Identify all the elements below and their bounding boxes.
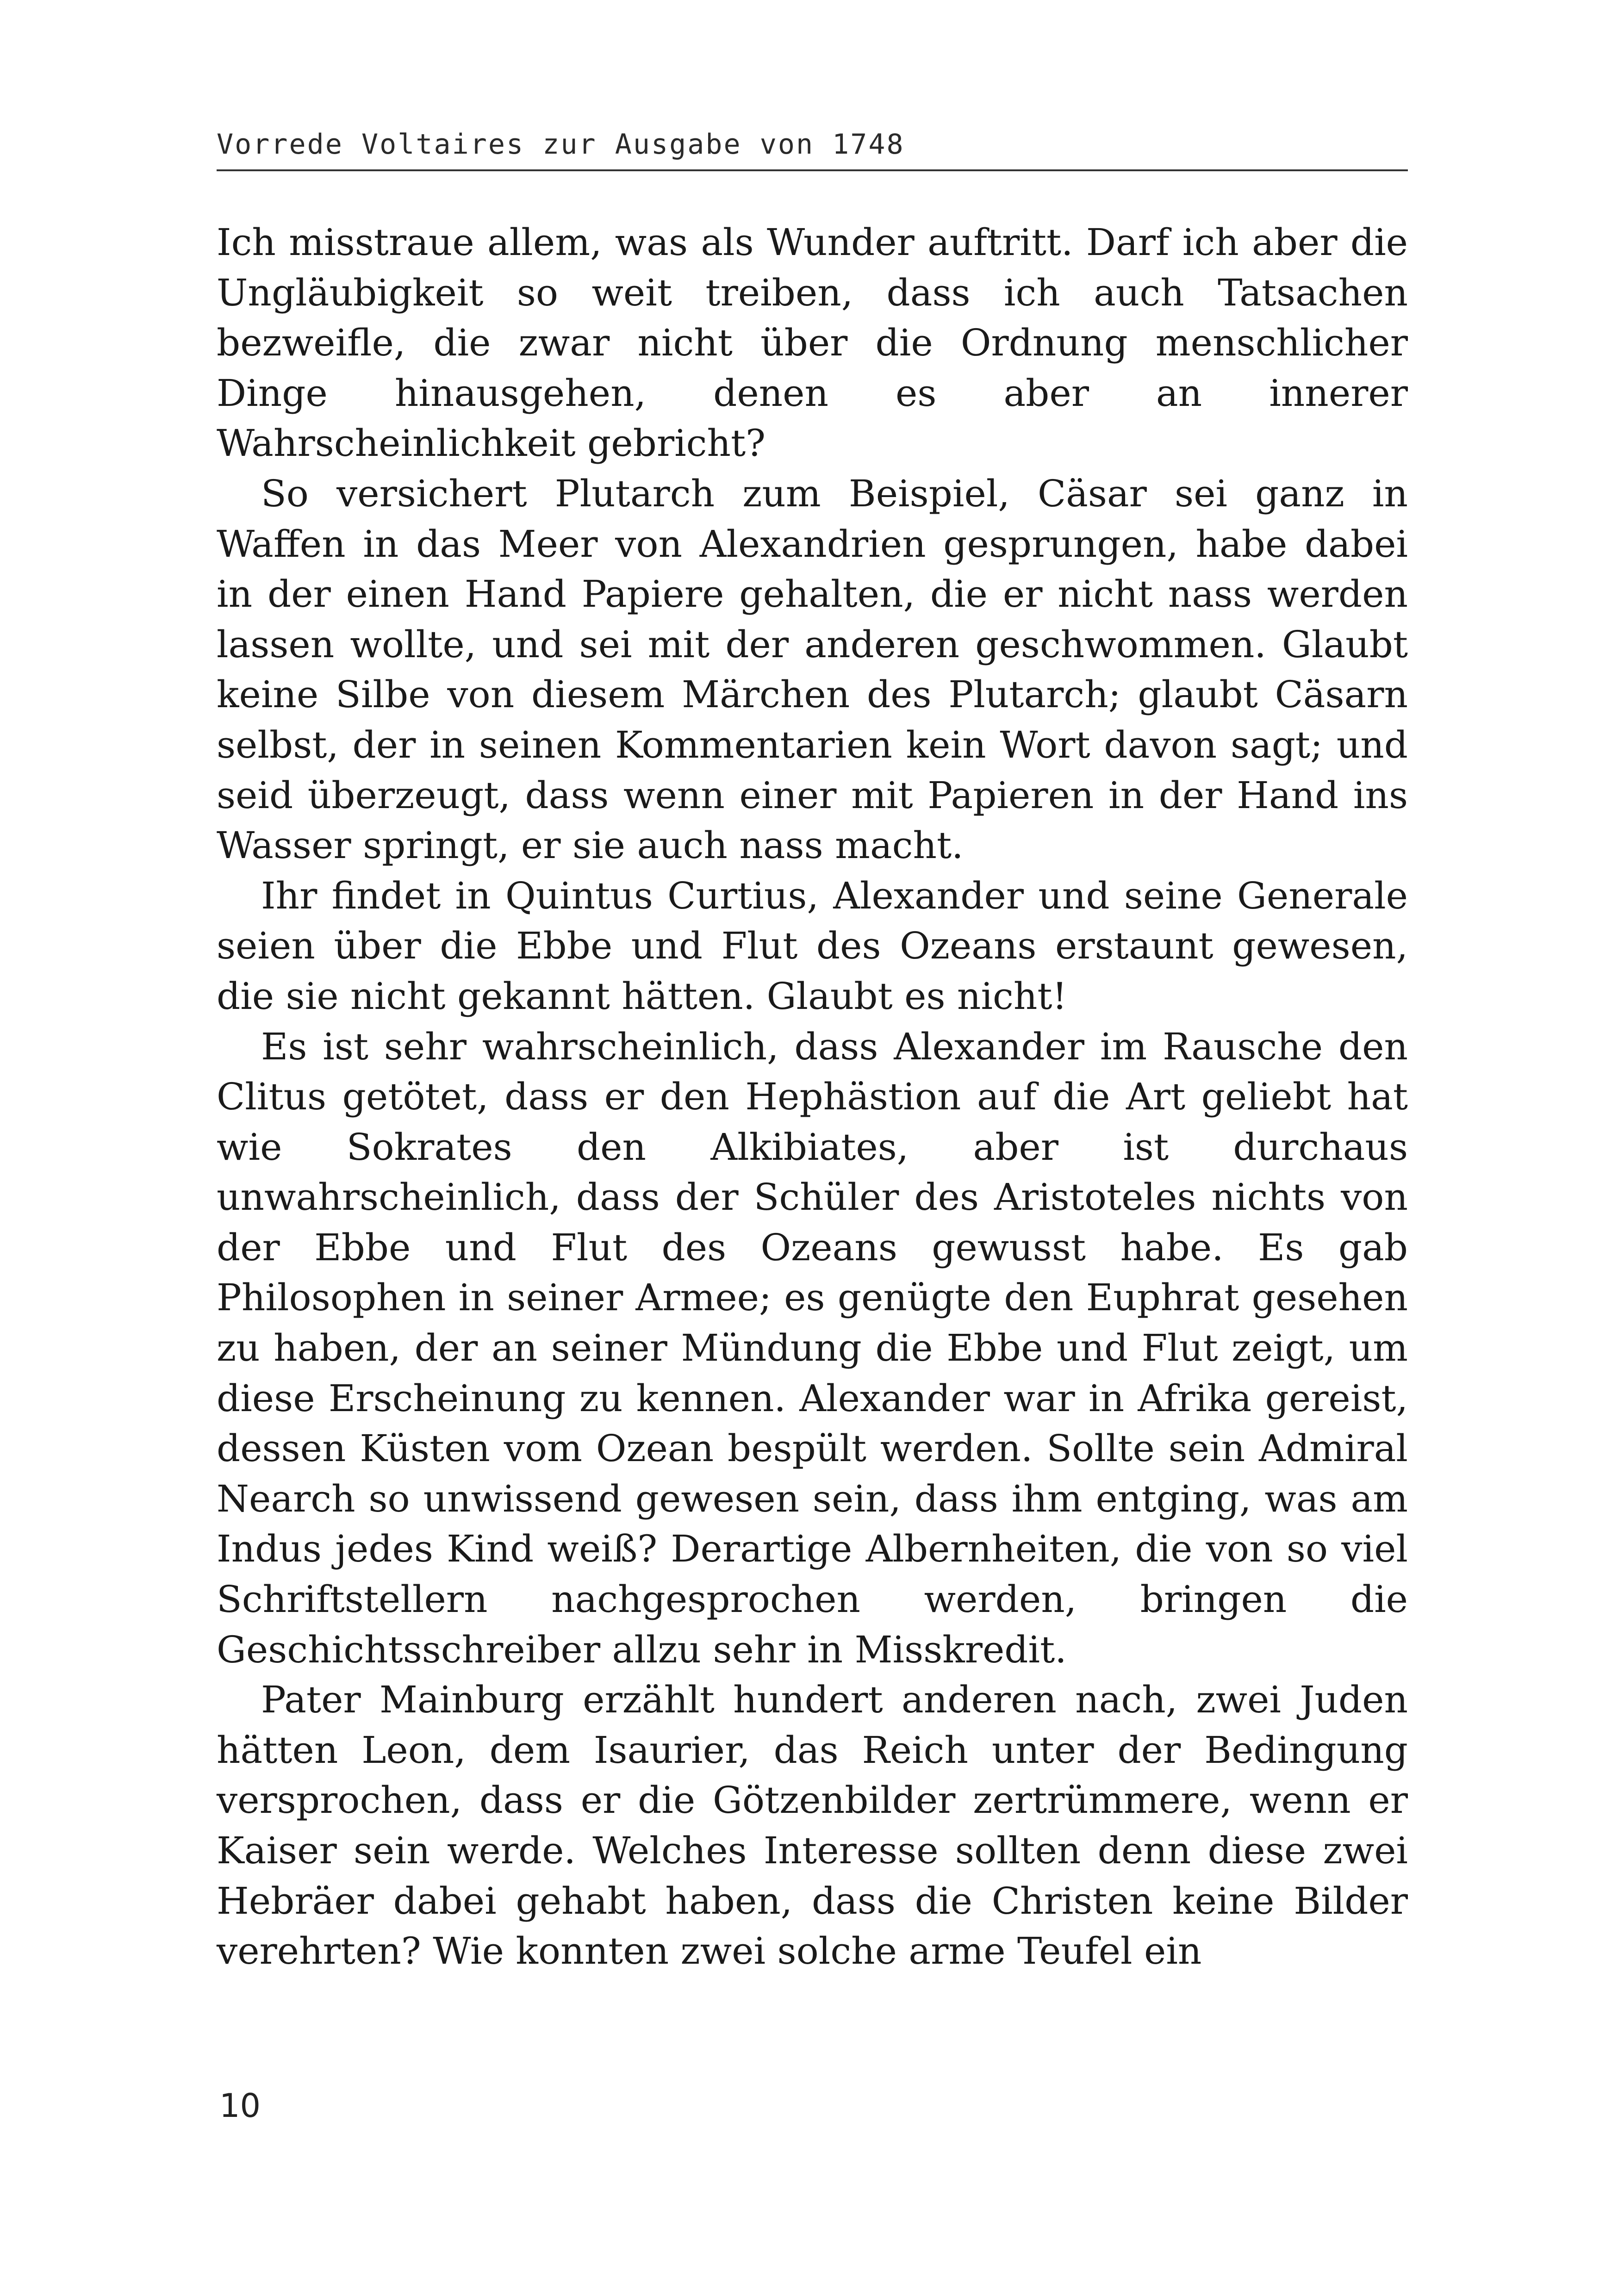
header-rule [217, 169, 1408, 171]
paragraph: Ich misstraue allem, was als Wunder auftritt. Darf ich aber die Ungläubigkeit so weit treiben, dass ich auch Tatsachen bezweifle, die zwar nicht über die Ordnung menschlicher Dinge hinausgehen, denen es aber an innerer Wahrscheinlichkeit gebricht? [217, 221, 1408, 465]
running-head: Vorrede Voltaires zur Ausgabe von 1748 [217, 128, 905, 161]
paragraph: So versichert Plutarch zum Beispiel, Cäsar sei ganz in Waffen in das Meer von Alexandrien gesprungen, habe dabei in der einen Hand Papiere gehalten, die er nicht nass werden lassen wollte, und sei mit der anderen geschwommen. Glaubt keine Silbe von diesem Märchen des Plutarch; glaubt Cäsarn selbst, der in seinen Kommentarien kein Wort davon sagt; und seid überzeugt, dass wenn einer mit Papieren in der Hand ins Wasser springt, er sie auch nass macht. [217, 472, 1408, 867]
paragraph-continued: Pater Mainburg erzählt hundert anderen nach, zwei Juden hätten Leon, dem Isaurier, das Reich unter der Bedingung versprochen, dass er die Götzenbilder zertrümmere, wenn er Kaiser sein werde. Welches Interesse sollten denn diese zwei Hebräer dabei gehabt haben, dass die Christen keine Bilder verehrten? Wie konnten zwei solche arme Teufel ein [217, 1678, 1408, 1973]
paragraph: Ihr findet in Quintus Curtius, Alexander und seine Generale seien über die Ebbe und Flut des Ozeans erstaunt gewesen, die sie nicht gekannt hätten. Glaubt es nicht! [217, 874, 1408, 1018]
paragraph: Es ist sehr wahrscheinlich, dass Alexander im Rausche den Clitus getötet, dass er den Hephästion auf die Art geliebt hat wie Sokrates den Alkibiates, aber ist durchaus unwahrscheinlich, dass der Schüler des Aristoteles nichts von der Ebbe und Flut des Ozeans gewusst habe. Es gab Philosophen in seiner Armee; es genügte den Euphrat gesehen zu haben, der an seiner Mündung die Ebbe und Flut zeigt, um diese Erscheinung zu kennen. Alexander war in Afrika gereist, dessen Küsten vom Ozean bespült werden. Sollte sein Admiral Nearch so unwissend gewesen sein, dass ihm entging, was am Indus jedes Kind weiß? Derartige Albernheiten, die von so viel Schriftstellern nachgesprochen werden, bringen die Geschichtsschreiber allzu sehr in Misskredit. [217, 1025, 1408, 1671]
page-number: 10 [219, 2087, 261, 2125]
body-text [217, 218, 1408, 1977]
